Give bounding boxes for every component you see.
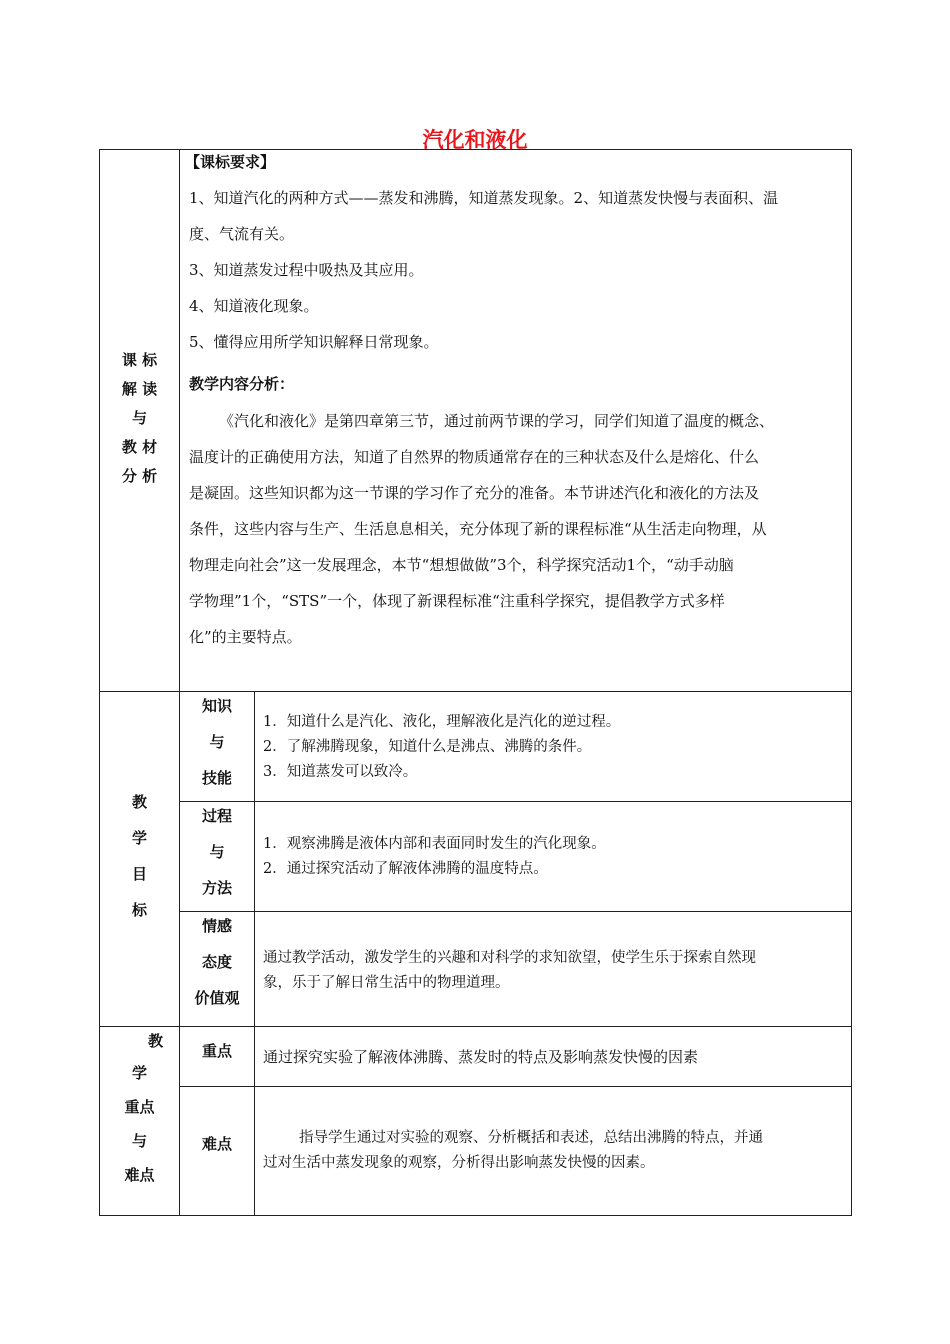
list-item: 2．通过探究活动了解液体沸腾的温度特点。 <box>263 861 548 877</box>
label-line: 方法 <box>201 879 232 897</box>
label-line: 知识 <box>201 697 232 715</box>
side-label-line: 与 <box>131 1132 147 1150</box>
analysis-line: 物理走向社会”这一发展理念，本节“想想做做”3个，科学探究活动1个，“动手动脑 <box>189 556 734 574</box>
analysis-heading: 教学内容分析： <box>189 375 295 393</box>
process-method-items <box>263 832 848 882</box>
sub-column-divider <box>254 691 255 1216</box>
side-label-line: 难点 <box>124 1166 155 1184</box>
knowledge-skills-items <box>263 710 848 785</box>
list-item: 3．知道蒸发可以致冷。 <box>263 764 418 780</box>
difficulty-label <box>180 1126 254 1162</box>
section3-side-label <box>100 1026 179 1192</box>
list-item: 1．知道什么是汽化、液化，理解液化是汽化的逆过程。 <box>263 714 621 730</box>
requirements-block <box>189 180 849 360</box>
row-divider <box>179 1086 852 1087</box>
requirement-line: 4、知道液化现象。 <box>189 297 319 315</box>
label-line: 与 <box>209 843 225 861</box>
side-label-line: 重点 <box>124 1098 155 1116</box>
side-label-line: 分 析 <box>121 467 158 485</box>
requirement-line: 度、气流有关。 <box>189 225 295 243</box>
label-line: 难点 <box>201 1135 232 1153</box>
side-label-line: 教 <box>147 1032 163 1050</box>
label-line: 情感 <box>201 917 232 935</box>
side-label-line: 标 <box>131 901 147 919</box>
row-divider <box>179 801 852 802</box>
requirement-line: 5、懂得应用所学知识解释日常现象。 <box>189 333 439 351</box>
label-line: 过程 <box>201 807 232 825</box>
side-label-line: 课 标 <box>121 351 158 369</box>
label-line: 技能 <box>201 769 232 787</box>
attitude-values-label <box>180 908 254 1016</box>
side-label-line: 与 <box>131 409 147 427</box>
analysis-line: 化”的主要特点。 <box>189 628 302 646</box>
section2-side-label <box>100 784 179 928</box>
curriculum-heading: 【课标要求】 <box>185 153 276 171</box>
side-label-line: 目 <box>131 865 147 883</box>
row-divider <box>99 1026 852 1027</box>
label-line: 态度 <box>201 953 232 971</box>
side-label-line: 解 读 <box>121 380 158 398</box>
document-title: 汽化和液化 <box>422 128 528 152</box>
list-item: 象，乐于了解日常生活中的物理道理。 <box>263 975 510 991</box>
difficulty-text <box>263 1126 848 1176</box>
analysis-line: 《汽化和液化》是第四章第三节，通过前两节课的学习，同学们知道了温度的概念、 <box>219 412 775 430</box>
analysis-line: 学物理”1个，“STS”一个，体现了新课程标准“注重科学探究，提倡教学方式多样 <box>189 592 725 610</box>
list-item: 过对生活中蒸发现象的观察，分析得出影响蒸发快慢的因素。 <box>263 1155 655 1171</box>
label-line: 与 <box>209 733 225 751</box>
analysis-line: 条件，这些内容与生产、生活息息相关，充分体现了新的课程标准“从生活走向物理，从 <box>189 520 767 538</box>
attitude-values-items <box>263 946 848 996</box>
analysis-block <box>189 403 849 655</box>
label-line: 重点 <box>201 1042 232 1060</box>
side-label-line: 学 <box>131 1064 147 1082</box>
list-item: 2．了解沸腾现象，知道什么是沸点、沸腾的条件。 <box>263 739 592 755</box>
list-item: 通过教学活动，激发学生的兴趣和对科学的求知欲望，使学生乐于探索自然现 <box>263 950 756 966</box>
section1-side-label <box>100 346 179 491</box>
row-divider <box>179 911 852 912</box>
process-method-label <box>180 798 254 906</box>
key-point-text: 通过探究实验了解液体沸腾、蒸发时的特点及影响蒸发快慢的因素 <box>263 1048 699 1066</box>
knowledge-skills-label <box>180 688 254 796</box>
analysis-line: 温度计的正确使用方法，知道了自然界的物质通常存在的三种状态及什么是熔化、什么 <box>189 448 760 466</box>
side-label-line: 教 材 <box>121 438 158 456</box>
analysis-line: 是凝固。这些知识都为这一节课的学习作了充分的准备。本节讲述汽化和液化的方法及 <box>189 484 760 502</box>
side-label-line: 教 <box>131 793 147 811</box>
list-item: 1．观察沸腾是液体内部和表面同时发生的汽化现象。 <box>263 836 606 852</box>
label-line: 价值观 <box>194 989 240 1007</box>
list-item: 指导学生通过对实验的观察、分析概括和表述，总结出沸腾的特点，并通 <box>299 1130 763 1146</box>
key-point-label <box>180 1033 254 1069</box>
requirement-line: 1、知道汽化的两种方式——蒸发和沸腾，知道蒸发现象。2、知道蒸发快慢与表面积、温 <box>189 189 779 207</box>
side-label-line: 学 <box>131 829 147 847</box>
requirement-line: 3、知道蒸发过程中吸热及其应用。 <box>189 261 424 279</box>
